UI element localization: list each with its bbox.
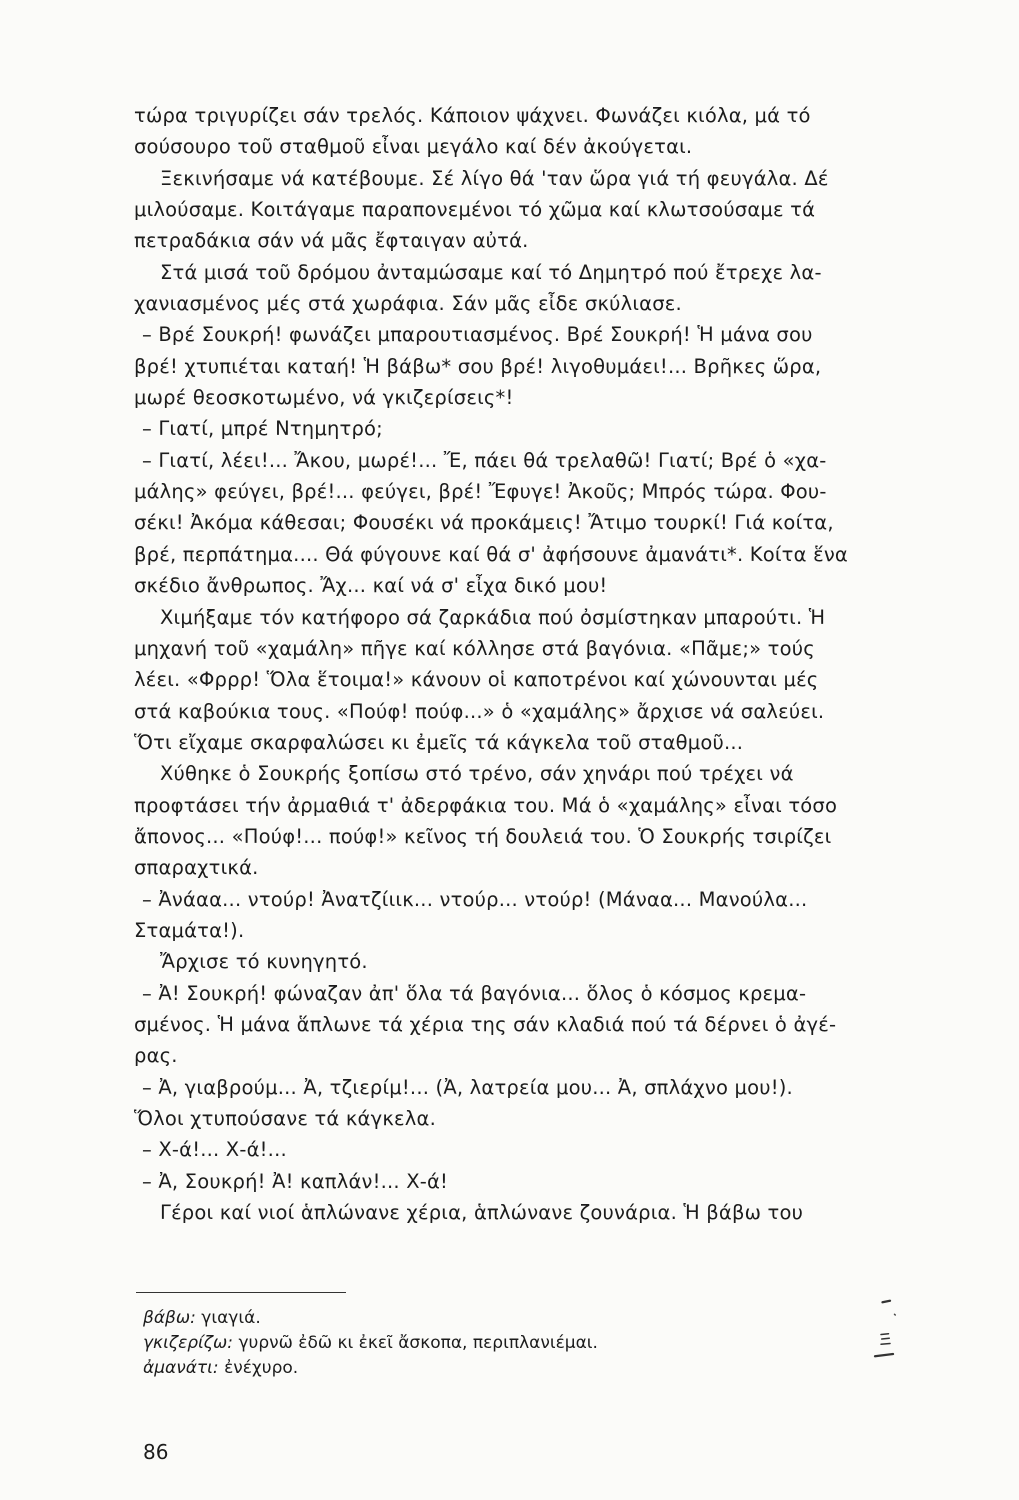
text-line: ἄπονος... «Πούφ!... πούφ!» κεῖνος τή δουλειά του. Ὁ Σουκρής τσιρίζει bbox=[134, 824, 832, 848]
text-line: Χύθηκε ὁ Σουκρής ξοπίσω στό τρένο, σάν χηνάρι πού τρέχει νά bbox=[160, 762, 794, 786]
text-line: – Ἀ, Σουκρή! Ἀ! καπλάν!... Χ-ά! bbox=[142, 1169, 449, 1193]
text-line: – Γιατί, μπρέ Ντημητρό; bbox=[142, 417, 383, 441]
footnote-definition: ἐνέχυρο. bbox=[224, 1358, 299, 1378]
text-line: – Βρέ Σουκρή! φωνάζει μπαρουτιασμένος. Βρέ Σουκρή! Ἡ μάνα σου bbox=[142, 323, 813, 347]
footnote-item bbox=[143, 1331, 903, 1356]
text-line: Ὅλοι χτυπούσανε τά κάγκελα. bbox=[134, 1107, 436, 1130]
body-text bbox=[134, 100, 968, 1228]
footnote-term: βάβω: bbox=[143, 1308, 196, 1328]
text-line: – Ἀ, γιαβρούμ... Ἀ, τζιερίμ!... (Ἀ, λατρεία μου... Ἀ, σπλάχνο μου!). bbox=[142, 1075, 793, 1099]
margin-pencil-mark bbox=[872, 1282, 902, 1372]
text-line: μιλούσαμε. Κοιτάγαμε παραπονεμένοι τό χῶμα καί κλωτσούσαμε τά bbox=[134, 198, 816, 222]
text-line: στά καβούκια τους. «Πούφ! πούφ...» ὁ «χαμάλης» ἄρχισε νά σαλεύει. bbox=[134, 699, 825, 723]
text-line: – Ἀνάαα... ντούρ! Ἀνατζίιικ... ντούρ... ντούρ! (Μάναα... Μανούλα... bbox=[142, 887, 808, 911]
text-line: σπαραχτικά. bbox=[134, 856, 259, 880]
text-line: σκέδιο ἄνθρωπος. Ἄχ... καί νά σ' εἶχα δικό μου! bbox=[134, 574, 608, 598]
text-line: Ἄρχισε τό κυνηγητό. bbox=[160, 950, 368, 974]
text-line: Στά μισά τοῦ δρόμου ἀνταμώσαμε καί τό Δημητρό πού ἔτρεχε λα- bbox=[160, 260, 822, 284]
text-line: σούσουρο τοῦ σταθμοῦ εἶναι μεγάλο καί δέν ἀκούγεται. bbox=[134, 135, 693, 159]
text-line: βρέ! χτυπιέται καταή! Ἡ βάβω* σου βρέ! λιγοθυμάει!... Βρῆκες ὥρα, bbox=[134, 354, 822, 378]
text-line: πετραδάκια σάν νά μᾶς ἔφταιγαν αὐτά. bbox=[134, 229, 529, 253]
text-line: μηχανή τοῦ «χαμάλη» πῆγε καί κόλλησε στά βαγόνια. «Πᾶμε;» τούς bbox=[134, 636, 815, 660]
text-line: Σταμάτα!). bbox=[134, 918, 245, 942]
text-line: σέκι! Ἀκόμα κάθεσαι; Φουσέκι νά προκάμεις! Ἄτιμο τουρκί! Γιά κοίτα, bbox=[134, 511, 834, 535]
text-line: ρας. bbox=[134, 1044, 178, 1068]
text-line: μωρέ θεοσκοτωμένο, νά γκιζερίσεις*! bbox=[134, 386, 514, 410]
text-line: προφτάσει τήν ἀρμαθιά τ' ἀδερφάκια του. Μά ὁ «χαμάλης» εἶναι τόσο bbox=[134, 793, 838, 817]
text-line: σμένος. Ἡ μάνα ἅπλωνε τά χέρια της σάν κλαδιά πού τά δέρνει ὁ ἀγέ- bbox=[134, 1012, 837, 1036]
text-line: – Χ-ά!... Χ-ά!... bbox=[142, 1138, 287, 1162]
text-line: μάλης» φεύγει, βρέ!... φεύγει, βρέ! Ἔφυγε! Ἀκοῦς; Μπρός τώρα. Φου- bbox=[134, 480, 827, 504]
footnotes bbox=[143, 1306, 903, 1381]
footnote-item bbox=[143, 1306, 903, 1331]
footnote-term: γκιζερίζω: bbox=[143, 1333, 234, 1353]
text-line: Χιμήξαμε τόν κατήφορο σά ζαρκάδια πού ὀσμίστηκαν μπαρούτι. Ἡ bbox=[160, 605, 826, 629]
footnote-item bbox=[143, 1356, 903, 1381]
text-line: τώρα τριγυρίζει σάν τρελός. Κάποιον ψάχνει. Φωνάζει κιόλα, μά τό bbox=[134, 104, 811, 127]
page-number: 86 bbox=[143, 1440, 169, 1464]
text-line: Ὅτι εἴχαμε σκαρφαλώσει κι ἐμεῖς τά κάγκελα τοῦ σταθμοῦ... bbox=[134, 730, 744, 754]
footnote-definition: γιαγιά. bbox=[201, 1308, 261, 1328]
footnote-divider bbox=[136, 1292, 346, 1293]
text-line: βρέ, περπάτημα.... Θά φύγουνε καί θά σ' ἀφήσουνε ἀμανάτι*. Κοίτα ἕνα bbox=[134, 542, 848, 566]
text-line: – Γιατί, λέει!... Ἄκου, μωρέ!... Ἔ, πάει θά τρελαθῶ! Γιατί; Βρέ ὁ «χα- bbox=[142, 448, 827, 472]
text-line: Ξεκινήσαμε νά κατέβουμε. Σέ λίγο θά 'ταν ὥρα γιά τή φευγάλα. Δέ bbox=[160, 166, 829, 190]
text-line: – Ἀ! Σουκρή! φώναζαν ἀπ' ὅλα τά βαγόνια... ὅλος ὁ κόσμος κρεμα- bbox=[142, 981, 807, 1005]
text-line: λέει. «Φρρρ! Ὅλα ἕτοιμα!» κάνουν οἱ καποτρένοι καί χώνουνται μές bbox=[134, 668, 819, 692]
footnote-term: ἀμανάτι: bbox=[143, 1358, 219, 1378]
footnote-definition: γυρνῶ ἐδῶ κι ἐκεῖ ἄσκοπα, περιπλανιέμαι. bbox=[238, 1333, 598, 1353]
text-line: Γέροι καί νιοί ἁπλώνανε χέρια, ἁπλώνανε ζουνάρια. Ἡ βάβω του bbox=[160, 1201, 804, 1225]
text-line: χανιασμένος μές στά χωράφια. Σάν μᾶς εἶδε σκύλιασε. bbox=[134, 292, 682, 316]
